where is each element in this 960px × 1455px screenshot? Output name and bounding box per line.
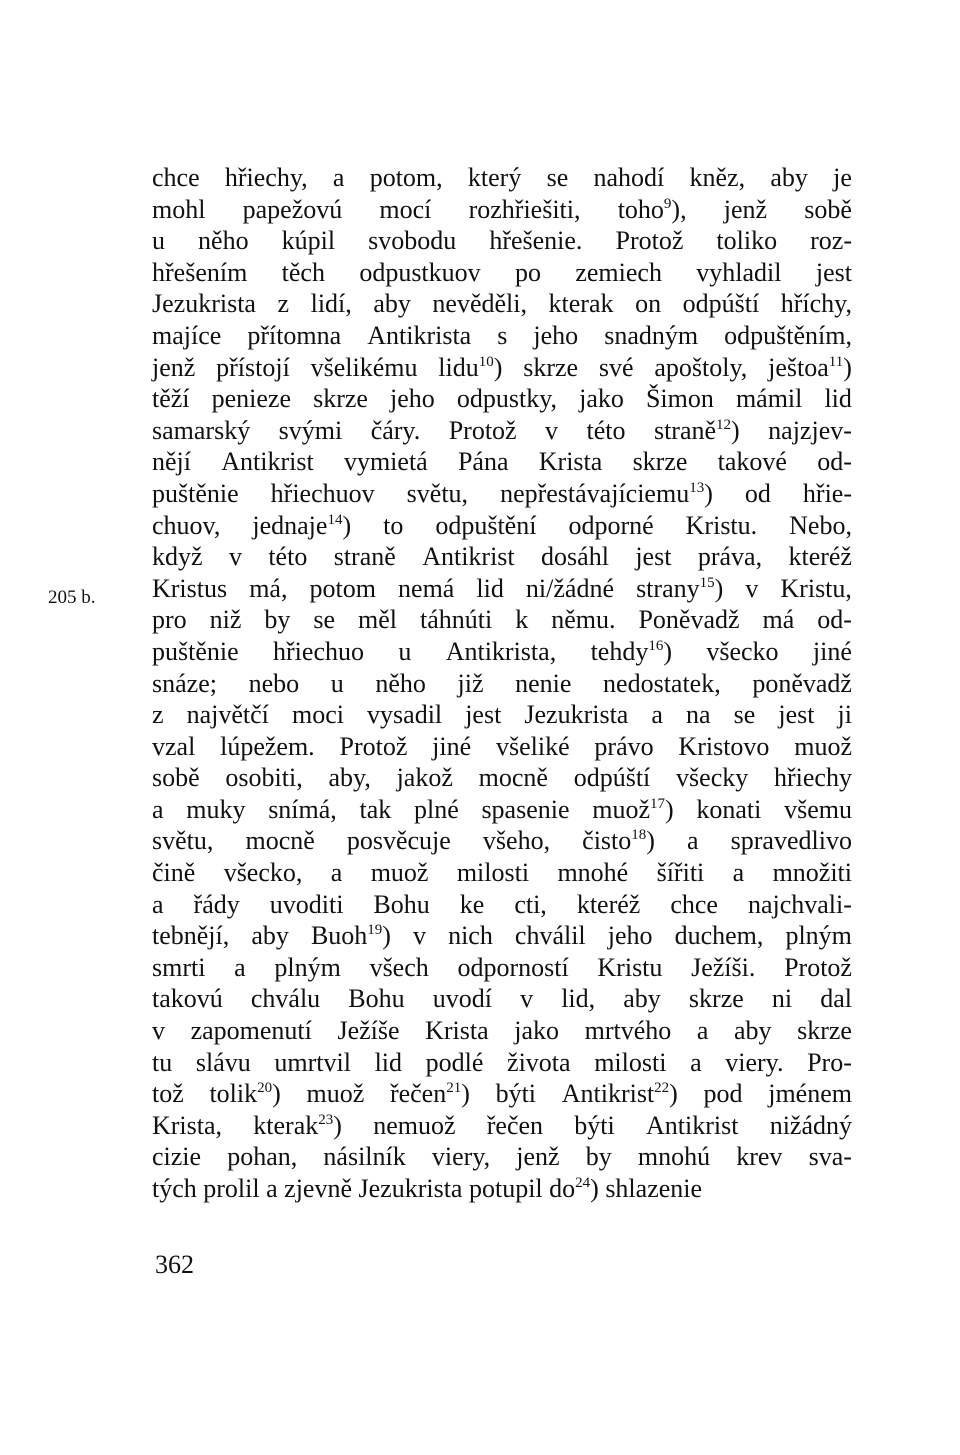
text-line: tých prolil a zjevně Jezukrista potupil $do^{24}$) shlazenie bbox=[152, 1174, 703, 1203]
text-line: majíce přítomna Antikrista s jeho snadným odpuštěním, bbox=[152, 320, 852, 350]
text-line: mohl papežovú mocí rozhřiešiti, toho$^9$), jenž sobě bbox=[152, 194, 852, 224]
text-line: chuov, jednaje$^{14}$) to odpuštění odporné Kristu. Nebo, bbox=[152, 510, 852, 540]
text-line: nějí Antikrist vymietá Pána Krista skrze takové od- bbox=[152, 447, 852, 477]
text-line: tu slávu umrtvil lid podlé života milosti a viery. Pro- bbox=[152, 1047, 852, 1077]
text-line: cizie pohan, násilník viery, jenž by mnohú krev sva- bbox=[152, 1142, 852, 1172]
text-line: tož tolik$^{20}$) muož řečen$^{21}$) býti Antikrist$^{22}$) pod jménem bbox=[152, 1079, 852, 1109]
text-line: puštěnie hřiechuov světu, nepřestávajíciemu$^{13}$) od hřie- bbox=[152, 478, 852, 508]
text-line: samarský svými čáry. Protož v této straně$^{12}$) najzjev- bbox=[152, 415, 852, 445]
text-line: hřešením těch odpustkuov po zemiech vyhladil jest bbox=[152, 257, 852, 287]
text-line: v zapomenutí Ježíše Krista jako mrtvého a aby skrze bbox=[152, 1016, 852, 1046]
text-line: Jezukrista z lidí, aby nevěděli, kterak on odpúští hříchy, bbox=[152, 289, 852, 319]
text-line: snáze; nebo u něho již nenie nedostatek, poněvadž bbox=[152, 668, 852, 698]
body-text bbox=[152, 162, 852, 1205]
text-line: z najvětčí moci vysadil jest Jezukrista a na se jest ji bbox=[152, 700, 852, 730]
text-line: tebnějí, aby Buoh$^{19}$) v nich chválil jeho duchem, plným bbox=[152, 921, 852, 951]
text-line: jenž přístojí všelikému lidu$^{10}$) skrze své apoštoly, ještoa$^{11}$) bbox=[152, 352, 852, 382]
text-line: sobě osobiti, aby, jakož mocně odpúští všecky hřiechy bbox=[152, 763, 852, 793]
text-line: vzal lúpežem. Protož jiné všeliké právo Kristovo muož bbox=[152, 731, 852, 761]
margin-folio-note: 205 b. bbox=[48, 587, 96, 608]
page-number: 362 bbox=[155, 1250, 194, 1279]
text-line: Kristus má, potom nemá lid ni/žádné strany$^{15}$) v Kristu, bbox=[152, 573, 852, 603]
text-line: u něho kúpil svobodu hřešenie. Protož toliko roz- bbox=[152, 226, 852, 256]
text-line: světu, mocně posvěcuje všeho, čisto$^{18}$) a spravedlivo bbox=[152, 826, 852, 856]
text-line: chce hřiechy, a potom, který se nahodí kněz, aby je bbox=[152, 163, 852, 192]
text-line: takovú chválu Bohu uvodí v lid, aby skrze ni dal bbox=[152, 984, 852, 1014]
text-line: když v této straně Antikrist dosáhl jest práva, kteréž bbox=[152, 542, 852, 572]
text-line: těží penieze skrze jeho odpustky, jako Šimon mámil lid bbox=[152, 384, 852, 414]
text-line: Krista, kterak$^{23}$) nemuož řečen býti Antikrist nižádný bbox=[152, 1110, 852, 1140]
text-line: puštěnie hřiechuo u Antikrista, tehdy$^{16}$) všecko jiné bbox=[152, 636, 852, 666]
text-line: a řády uvoditi Bohu ke cti, kteréž chce najchvali- bbox=[152, 889, 852, 919]
text-line: smrti a plným všech odporností Kristu Ježíši. Protož bbox=[152, 952, 852, 982]
text-line: pro niž by se měl táhnúti k němu. Poněvadž má od- bbox=[152, 605, 852, 635]
text-line: čině všecko, a muož milosti mnohé šířiti a množiti bbox=[152, 858, 852, 888]
text-line: a muky snímá, tak plné spasenie muož$^{17}$) konati všemu bbox=[152, 794, 852, 824]
